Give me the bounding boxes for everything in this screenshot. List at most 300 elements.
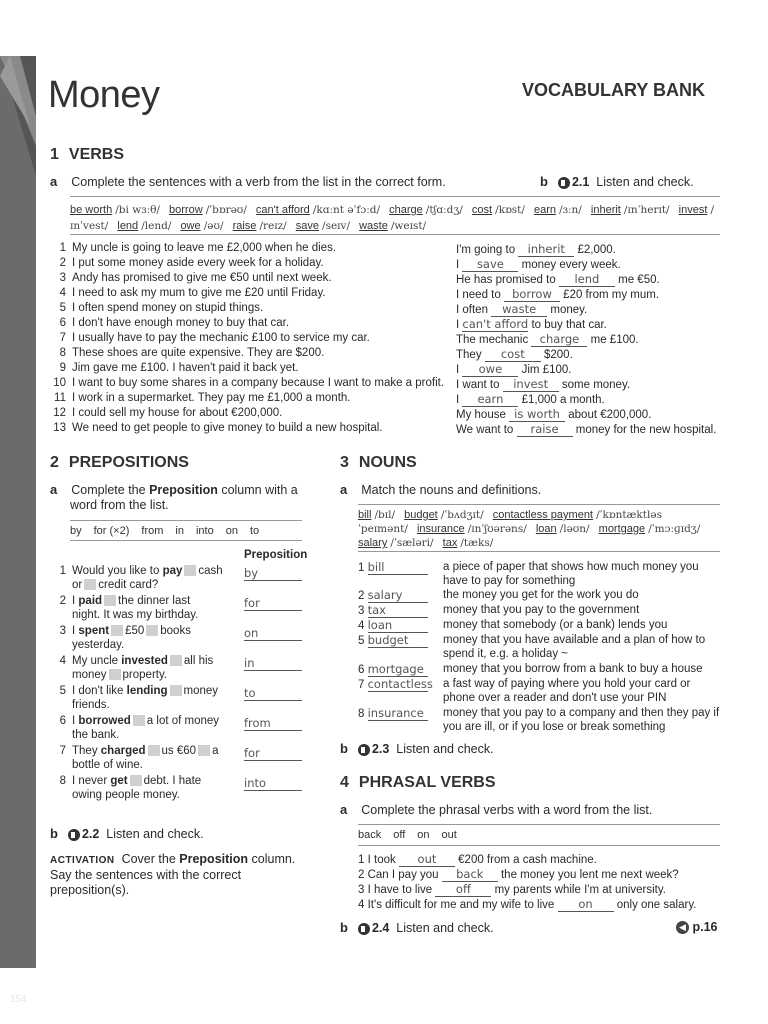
word-entry xyxy=(404,509,484,521)
preposition-answer-field[interactable]: for xyxy=(244,746,302,761)
verb-sentence xyxy=(52,347,324,359)
item-number: 11 xyxy=(54,392,66,404)
verb-sentence xyxy=(52,257,324,269)
word: off xyxy=(393,829,406,841)
answer-field[interactable]: earn xyxy=(462,392,518,407)
word: back xyxy=(358,829,382,841)
noun-answer-row xyxy=(358,560,428,575)
verb-sentence xyxy=(52,317,289,329)
answer-field[interactable]: cost xyxy=(485,347,541,362)
verb-sentence xyxy=(52,377,444,389)
phonetic: /ˈsæləri/ xyxy=(390,537,434,549)
verb-sentence xyxy=(52,407,282,419)
answer-prefix: I often xyxy=(456,304,488,316)
word: borrow xyxy=(169,204,203,216)
noun-word-list xyxy=(358,508,720,550)
sentence-text: We need to get people to give money to build a new hospital. xyxy=(72,422,383,434)
sentence-line-2 xyxy=(72,609,198,621)
word-entry xyxy=(536,523,590,535)
key-verb: paid xyxy=(78,595,103,607)
sentence-part: It's difficult for me and my wife to live xyxy=(367,899,555,911)
preposition-answer-field[interactable]: for xyxy=(244,596,302,611)
verb-word-list xyxy=(70,202,720,234)
answer-suffix: money for the new hospital. xyxy=(575,424,717,436)
gap-box xyxy=(146,625,158,636)
answer-prefix: My house xyxy=(456,409,506,421)
sentence-part: a lot of money xyxy=(146,715,220,727)
word-entry xyxy=(233,220,287,232)
word-entry xyxy=(359,220,426,232)
answer-suffix: me €50. xyxy=(618,274,660,286)
preposition-answer-field[interactable]: from xyxy=(244,716,302,731)
item-number: 3 xyxy=(358,605,365,617)
sentence-part: all his xyxy=(183,655,214,667)
sentence-part: credit card? xyxy=(98,579,159,591)
answer-field[interactable]: can't afford xyxy=(462,317,529,331)
sentence-text: I usually have to pay the mechanic £100 to service my car. xyxy=(72,332,370,344)
speaker-icon[interactable] xyxy=(558,177,570,189)
word: on xyxy=(417,829,430,841)
word: by xyxy=(70,525,82,537)
definition: money that you pay to a company and then they pay if you are ill, or if you lose or break something xyxy=(443,707,720,733)
item-number: 8 xyxy=(358,708,365,720)
item-number: 5 xyxy=(358,635,365,647)
speaker-icon[interactable] xyxy=(358,744,370,756)
noun-answer-row xyxy=(358,588,428,603)
sentence-part: I don't like xyxy=(72,685,124,697)
sentence-part: friends. xyxy=(72,699,110,711)
page-number: 154 xyxy=(10,994,27,1005)
verb-answer-row xyxy=(456,407,651,422)
sentence-part: €200 from a cash machine. xyxy=(458,854,597,866)
sentence-part: yesterday. xyxy=(72,639,125,651)
verb-sentence xyxy=(52,272,332,284)
item-number: 1 xyxy=(358,562,365,574)
word-entry xyxy=(472,204,525,216)
section-2-heading: 2 PREPOSITIONS xyxy=(50,454,189,471)
answer-suffix: £2,000. xyxy=(577,244,616,256)
answer-field[interactable]: raise xyxy=(517,422,573,437)
sentence-part: money xyxy=(183,685,219,697)
sentence-text: I want to buy some shares in a company because I want to make a profit. xyxy=(72,377,445,389)
word: on xyxy=(225,525,238,537)
phonetic: /ˈkɒntæktləs ˈpeɪmənt/ xyxy=(358,509,662,535)
sentence-part: us €60 xyxy=(161,745,197,757)
item-number: 7 xyxy=(59,745,66,757)
speaker-icon[interactable] xyxy=(358,923,370,935)
sentence-part: I have to live xyxy=(367,884,433,896)
phonetic: /ˈbʌdʒɪt/ xyxy=(440,509,484,521)
answer-field[interactable]: inherit xyxy=(518,242,574,257)
divider xyxy=(358,551,720,552)
verb-answer-row xyxy=(456,317,607,332)
answer-prefix: The mechanic xyxy=(456,334,529,346)
phonetic: /seɪv/ xyxy=(322,220,351,232)
item-number: 7 xyxy=(358,679,365,691)
phonetic: /ɪnˈvest/ xyxy=(70,204,714,232)
key-verb: get xyxy=(110,775,128,787)
noun-answer-field[interactable]: loan xyxy=(368,618,428,633)
answer-prefix: They xyxy=(456,349,482,361)
section-2a-instruction: a Complete the Preposition column with a word from the list. xyxy=(50,482,298,512)
answer-suffix: to buy that car. xyxy=(531,319,607,331)
sentence-part: the money you lent me next week? xyxy=(500,869,679,881)
word-entry xyxy=(296,220,350,232)
answer-suffix: me £100. xyxy=(590,334,639,346)
section-1b-listen[interactable]: b 2.1 Listen and check. xyxy=(540,174,694,189)
noun-answer-field[interactable]: contactless xyxy=(367,677,433,691)
preposition-answer-field[interactable]: by xyxy=(244,566,302,581)
sentence-text: I don't have enough money to buy that car. xyxy=(72,317,290,329)
word: save xyxy=(295,220,319,232)
sentence-part: I xyxy=(72,625,76,637)
item-number: 4 xyxy=(59,287,66,299)
verb-answer-row xyxy=(456,287,659,302)
phonetic: /lend/ xyxy=(141,220,172,232)
item-number: 9 xyxy=(59,362,66,374)
answer-suffix: some money. xyxy=(561,379,631,391)
word: salary xyxy=(358,537,388,549)
item-number: 5 xyxy=(59,302,66,314)
phrasal-sentence xyxy=(358,852,597,867)
preposition-sentence xyxy=(52,564,223,592)
noun-answer-row xyxy=(358,618,428,633)
noun-answer-field[interactable]: bill xyxy=(368,560,428,575)
definition: a fast way of paying where you hold your card or phone over a reader and don't use your PIN xyxy=(443,678,691,704)
word: insurance xyxy=(416,523,465,535)
phonetic: /kɒst/ xyxy=(495,204,525,216)
preposition-sentence xyxy=(52,684,218,712)
word-entry xyxy=(70,204,160,216)
answer-field[interactable]: borrow xyxy=(504,287,560,302)
sentence-part: I xyxy=(72,595,76,607)
sentence-part: or xyxy=(72,579,83,591)
definition: money that somebody (or a bank) lends you xyxy=(443,619,668,631)
word: inherit xyxy=(590,204,621,216)
item-number: 6 xyxy=(358,664,365,676)
verb-sentence xyxy=(52,302,263,314)
answer-field[interactable]: save xyxy=(462,257,518,272)
sentence-part: I never xyxy=(72,775,108,787)
gap-box xyxy=(184,565,196,576)
phonetic: /kɑːnt əˈfɔːd/ xyxy=(312,204,381,216)
word: mortgage xyxy=(598,523,646,535)
sentence-part: Would you like to xyxy=(72,565,160,577)
page-sidebar xyxy=(0,56,36,1005)
answer-suffix: money. xyxy=(550,304,588,316)
item-number: 1 xyxy=(59,242,66,254)
preposition-answer-field[interactable]: into xyxy=(244,776,302,791)
item-number: 12 xyxy=(53,407,66,419)
preposition-sentence xyxy=(52,774,201,802)
definition: money that you borrow from a bank to buy a house xyxy=(443,663,703,675)
phonetic: /tæks/ xyxy=(460,537,494,549)
answer-suffix: about €200,000. xyxy=(568,409,652,421)
word: to xyxy=(249,525,260,537)
answer-field[interactable]: is worth xyxy=(509,407,565,422)
word: be worth xyxy=(70,204,113,216)
preposition-column-header: Preposition xyxy=(244,549,308,561)
phrasal-sentence xyxy=(358,867,679,882)
word-entry xyxy=(169,204,247,216)
preposition-answer-field[interactable]: on xyxy=(244,626,302,641)
answer-prefix: We want to xyxy=(456,424,514,436)
answer-prefix: I need to xyxy=(456,289,501,301)
gap-box xyxy=(109,669,121,680)
sentence-text: My uncle is going to leave me £2,000 when he dies. xyxy=(72,242,337,254)
word: owe xyxy=(180,220,201,232)
word-entry xyxy=(443,537,494,549)
answer-prefix: I xyxy=(456,364,460,376)
section-1-heading: 1 VERBS xyxy=(50,146,125,163)
sentence-text: These shoes are quite expensive. They are $200. xyxy=(72,347,325,359)
item-number: 3 xyxy=(358,884,365,896)
page-title: Money xyxy=(48,74,160,116)
definition: the money you get for the work you do xyxy=(443,589,639,601)
sentence-part: bottle of wine. xyxy=(72,759,143,771)
word: into xyxy=(195,525,214,537)
item-number: 5 xyxy=(59,685,66,697)
sentence-text: Andy has promised to give me €50 until next week. xyxy=(72,272,332,284)
noun-answer-row xyxy=(358,677,433,692)
answer-prefix: I xyxy=(456,319,460,331)
verb-answer-row xyxy=(456,302,587,317)
gap-box xyxy=(198,745,210,756)
sentence-text: I work in a supermarket. They pay me £1,000 a month. xyxy=(72,392,351,404)
sentence-part: I took xyxy=(367,854,396,866)
section-4-heading: 4 PHRASAL VERBS xyxy=(340,774,496,791)
answer-suffix: Jim £100. xyxy=(521,364,572,376)
answer-suffix: money every week. xyxy=(521,259,621,271)
answer-field[interactable]: waste xyxy=(491,302,547,317)
item-number: 13 xyxy=(53,422,66,434)
word: tax xyxy=(442,537,458,549)
item-number: 8 xyxy=(59,775,66,787)
sentence-line-2 xyxy=(72,789,180,801)
word: in xyxy=(175,525,184,537)
phonetic: /ɜːn/ xyxy=(559,204,582,216)
divider xyxy=(70,520,302,521)
sentence-part: cash xyxy=(198,565,223,577)
answer-suffix: $200. xyxy=(543,349,573,361)
sentence-part: my parents while I'm at university. xyxy=(494,884,666,896)
word-entry xyxy=(180,220,223,232)
word: cost xyxy=(471,204,493,216)
preposition-answer-field[interactable]: in xyxy=(244,656,302,671)
divider xyxy=(358,504,720,505)
gap-box xyxy=(104,595,116,606)
item-number: 1 xyxy=(358,854,365,866)
sentence-text: I often spend money on stupid things. xyxy=(72,302,264,314)
sentence-line-2 xyxy=(72,579,158,591)
item-number: 2 xyxy=(59,595,66,607)
sentence-line-2 xyxy=(72,669,167,681)
gap-box xyxy=(133,715,145,726)
sentence-part: property. xyxy=(122,669,168,681)
section-2b-listen[interactable]: b 2.2 Listen and check. xyxy=(50,826,204,841)
key-verb: spent xyxy=(78,625,110,637)
word: earn xyxy=(534,204,557,216)
sentence-line-2 xyxy=(72,699,110,711)
phrasal-answer-field[interactable]: back xyxy=(442,867,498,882)
divider xyxy=(70,196,720,197)
phonetic: /weɪst/ xyxy=(390,220,427,232)
phrasal-answer-field[interactable]: out xyxy=(399,852,455,867)
verb-answer-row xyxy=(456,242,616,257)
sentence-part: They xyxy=(72,745,98,757)
item-number: 3 xyxy=(59,272,66,284)
phonetic: /reɪz/ xyxy=(259,220,287,232)
definition: money that you have available and a plan of how to spend it, e.g. a holiday ~ xyxy=(443,634,706,660)
gap-box xyxy=(111,625,123,636)
gap-box xyxy=(170,655,182,666)
divider xyxy=(358,845,720,846)
word-entry xyxy=(117,220,171,232)
word-entry xyxy=(599,523,701,535)
verb-answer-row xyxy=(456,377,630,392)
sentence-part: the bank. xyxy=(72,729,120,741)
word: from xyxy=(141,525,164,537)
sentence-text: I could sell my house for about €200,000. xyxy=(72,407,283,419)
noun-answer-field[interactable]: budget xyxy=(368,633,428,648)
section-4b-listen[interactable]: b 2.4 Listen and check. xyxy=(340,920,494,935)
gap-box xyxy=(84,579,96,590)
noun-answer-field[interactable]: mortgage xyxy=(368,662,428,677)
sentence-line-2 xyxy=(72,639,124,651)
word-entry xyxy=(358,509,395,521)
definition: a piece of paper that shows how much money you have to pay for something xyxy=(443,561,699,587)
answer-prefix: I want to xyxy=(456,379,500,391)
divider xyxy=(358,824,720,825)
word-entry xyxy=(417,523,527,535)
speaker-icon[interactable] xyxy=(68,829,80,841)
word: raise xyxy=(232,220,257,232)
key-verb: borrowed xyxy=(78,715,131,727)
verb-sentence xyxy=(52,242,336,254)
vocabulary-bank-header: VOCABULARY BANK xyxy=(522,80,706,100)
item-number: 2 xyxy=(59,257,66,269)
item-number: 4 xyxy=(358,620,365,632)
phonetic: /ˈbɒrəʊ/ xyxy=(205,204,247,216)
sentence-part: only one salary. xyxy=(616,899,697,911)
sentence-part: the dinner last xyxy=(118,595,191,607)
word-entry xyxy=(358,537,434,549)
item-number: 4 xyxy=(358,899,365,911)
answer-prefix: He has promised to xyxy=(456,274,556,286)
verb-answer-row xyxy=(456,422,716,437)
sentence-part: Can I pay you xyxy=(367,869,439,881)
section-4a-instruction: a Complete the phrasal verbs with a word from the list. xyxy=(340,802,653,817)
gap-box xyxy=(148,745,160,756)
answer-prefix: I xyxy=(456,259,460,271)
section-3a-instruction: a Match the nouns and definitions. xyxy=(340,482,542,497)
verb-answer-row xyxy=(456,257,621,272)
word: bill xyxy=(358,509,372,521)
key-verb: charged xyxy=(100,745,146,757)
preposition-word-list xyxy=(70,525,271,537)
answer-field[interactable]: owe xyxy=(462,362,518,377)
phrasal-sentence xyxy=(358,897,696,912)
noun-answer-row xyxy=(358,706,428,721)
word: invest xyxy=(678,204,708,216)
sentence-part: night. It was my birthday. xyxy=(72,609,199,621)
noun-answer-row xyxy=(358,662,428,677)
activation-instruction: ACTIVATION Cover the Preposition column. Say the sentences with the correct preposition(s). xyxy=(50,852,296,897)
item-number: 6 xyxy=(59,715,66,727)
verb-answer-row xyxy=(456,272,660,287)
word-entry xyxy=(389,204,463,216)
key-verb: pay xyxy=(162,565,183,577)
item-number: 1 xyxy=(59,565,66,577)
word: budget xyxy=(404,509,438,521)
verb-answer-row xyxy=(456,332,639,347)
item-number: 3 xyxy=(59,625,66,637)
phrasal-answer-field[interactable]: on xyxy=(558,897,614,912)
gap-box xyxy=(170,685,182,696)
noun-answer-row xyxy=(358,603,428,618)
answer-field[interactable]: charge xyxy=(531,332,587,347)
noun-answer-field[interactable]: tax xyxy=(368,603,428,618)
phonetic: /ˈmɔːɡɪdʒ/ xyxy=(648,523,701,535)
answer-suffix: £20 from my mum. xyxy=(563,289,660,301)
sentence-line-2 xyxy=(72,729,119,741)
word: lend xyxy=(117,220,139,232)
answer-prefix: I'm going to xyxy=(456,244,516,256)
noun-answer-field[interactable]: salary xyxy=(368,588,428,603)
answer-field[interactable]: lend xyxy=(559,272,615,287)
item-number: 8 xyxy=(59,347,66,359)
answer-field[interactable]: invest xyxy=(503,377,559,392)
divider xyxy=(70,234,720,235)
verb-answer-row xyxy=(456,392,605,407)
preposition-sentence xyxy=(52,594,198,622)
phrasal-sentence xyxy=(358,882,666,897)
preposition-sentence xyxy=(52,744,218,772)
phonetic: /əʊ/ xyxy=(203,220,224,232)
sentence-text: I put some money aside every week for a holiday. xyxy=(72,257,324,269)
sentence-part: £50 xyxy=(125,625,145,637)
verb-sentence xyxy=(52,287,326,299)
word: out xyxy=(441,829,457,841)
phonetic: /tʃɑːdʒ/ xyxy=(425,204,463,216)
noun-answer-field[interactable]: insurance xyxy=(368,706,428,721)
preposition-answer-field[interactable]: to xyxy=(244,686,302,701)
phonetic: /ɪnˈherɪt/ xyxy=(623,204,670,216)
verb-sentence xyxy=(52,422,383,434)
item-number: 2 xyxy=(358,869,365,881)
phonetic: /ləʊn/ xyxy=(559,523,590,535)
phonetic: /bɪl/ xyxy=(374,509,396,521)
page-reference-link[interactable]: ◀ p.16 xyxy=(676,920,718,934)
sentence-part: debt. I hate xyxy=(143,775,202,787)
verb-sentence xyxy=(52,362,299,374)
section-3-heading: 3 NOUNS xyxy=(340,454,417,471)
section-3b-listen[interactable]: b 2.3 Listen and check. xyxy=(340,741,494,756)
item-number: 10 xyxy=(53,377,66,389)
sentence-text: Jim gave me £100. I haven't paid it back yet. xyxy=(72,362,299,374)
preposition-sentence xyxy=(52,714,219,742)
verb-answer-row xyxy=(456,362,571,377)
phrasal-answer-field[interactable]: off xyxy=(435,882,491,897)
arrow-left-circle-icon: ◀ xyxy=(676,921,689,934)
word-entry xyxy=(534,204,582,216)
section-1a-instruction: a Complete the sentences with a verb from the list in the correct form. xyxy=(50,174,446,189)
answer-suffix: £1,000 a month. xyxy=(521,394,605,406)
definition: money that you pay to the government xyxy=(443,604,640,616)
sentence-part: books xyxy=(160,625,191,637)
item-number: 4 xyxy=(59,655,66,667)
gap-box xyxy=(130,775,142,786)
